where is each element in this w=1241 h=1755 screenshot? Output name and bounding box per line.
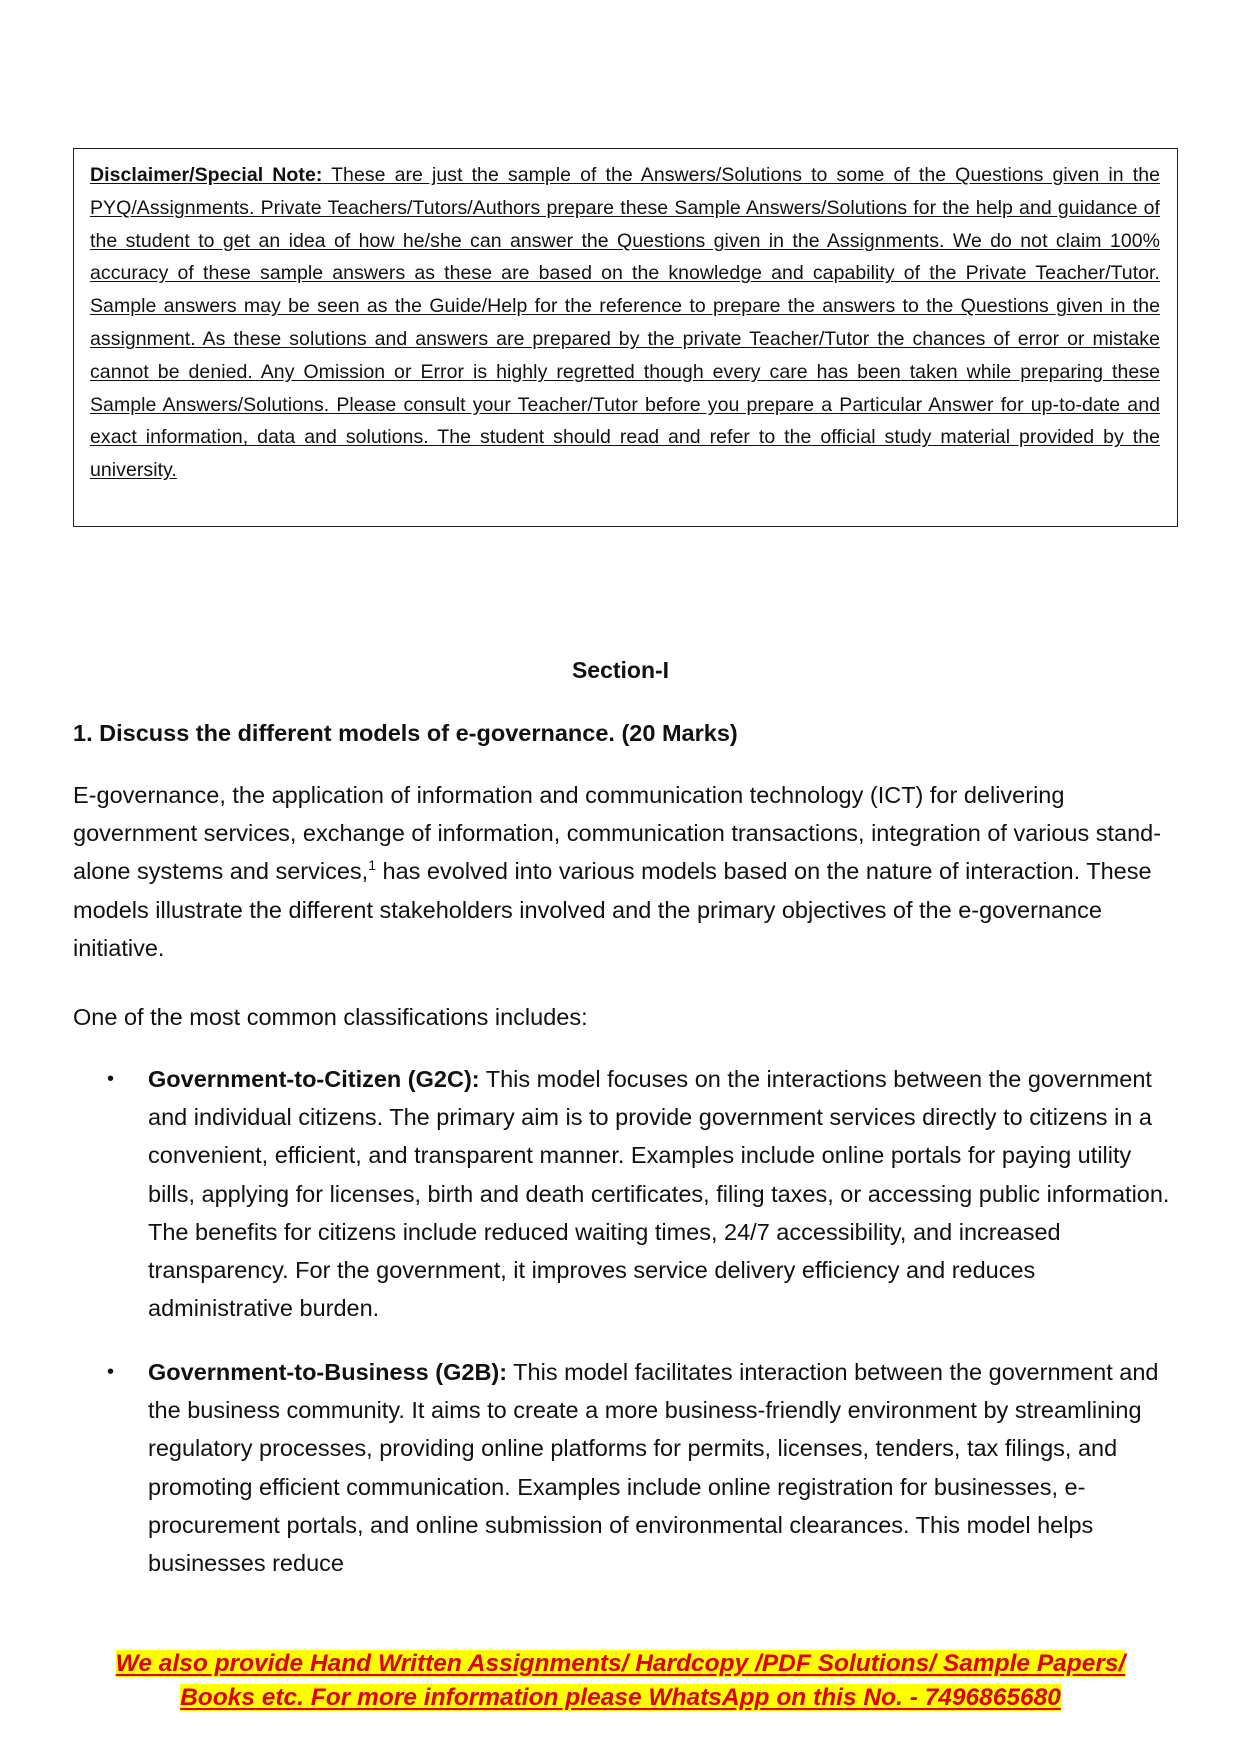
classification-intro: One of the most common classifications includes:	[73, 1004, 588, 1030]
list-item-title: Government-to-Business (G2B):	[148, 1359, 508, 1385]
list-item	[107, 1060, 1182, 1327]
intro-text-before: E-governance, the application of information and communication technology (ICT) for delivering government services, exchange of information, communication transactions, integration of various stand-alone systems and services,	[73, 782, 1162, 885]
disclaimer-box	[73, 148, 1178, 527]
list-item-text	[148, 1353, 1182, 1582]
footer-promo	[0, 1647, 1241, 1715]
intro-text-after: has evolved into various models based on the nature of interaction. These models illustrate the different stakeholders involved and the primary objectives of the e-governance initiative.	[73, 858, 1152, 961]
section-title: Section-I	[571, 657, 670, 683]
question-heading: 1. Discuss the different models of e-governance. (20 Marks)	[73, 720, 738, 746]
disclaimer-text: These are just the sample of the Answers/Solutions to some of the Questions given in the PYQ/Assignments. Private Teachers/Tutors/Authors prepare these Sample Answers/Solutions for the help and guidance of the student to get an idea of how he/she can answer the Questions given in the Assignments. We do not claim 100% accuracy of these sample answers as these are based on the knowledge and capability of the Private Teacher/Tutor. Sample answers may be seen as the Guide/Help for the reference to prepare the answers to the Questions given in the assignment. As these solutions and answers are prepared by the private Teacher/Tutor the chances of error or mistake cannot be denied. Any Omission or Error is highly regretted though every care has been taken while preparing these Sample Answers/Solutions. Please consult your Teacher/Tutor before you prepare a Particular Answer for up-to-date and exact information, data and solutions. The student should read and refer to the official study material provided by the university.	[90, 164, 1160, 482]
intro-paragraph	[73, 776, 1168, 967]
footer-promo-line-2: Books etc. For more information please WhatsApp on this No. - 7496865680	[180, 1684, 1061, 1711]
bullet-icon: •	[107, 1361, 115, 1383]
list-item-body: This model focuses on the interactions between the government and individual citizens. The primary aim is to provide government services directly to citizens in a convenient, efficient, and transparent manner. Examples include online portals for paying utility bills, applying for licenses, birth and death certificates, filing taxes, or accessing public information. The benefits for citizens include reduced waiting times, 24/7 accessibility, and increased transparency. For the government, it improves service delivery efficiency and reduces administrative burden.	[148, 1066, 1170, 1322]
footnote-marker[interactable]: 1	[368, 857, 376, 874]
list-item	[107, 1353, 1182, 1582]
list-item-text	[148, 1060, 1182, 1327]
list-item-body: This model facilitates interaction between the government and the business community. It aims to create a more business-friendly environment by streamlining regulatory processes, providing online platforms for permits, licenses, tenders, tax filings, and promoting efficient communication. Examples include online registration for businesses, e-procurement portals, and online submission of environmental clearances. This model helps businesses reduce	[148, 1359, 1159, 1577]
bullet-icon: •	[107, 1068, 115, 1090]
list-item-title: Government-to-Citizen (G2C):	[148, 1066, 480, 1092]
disclaimer-label: Disclaimer/Special Note:	[90, 164, 323, 186]
footer-promo-line-1: We also provide Hand Written Assignments/ Hardcopy /PDF Solutions/ Sample Papers/	[115, 1650, 1126, 1677]
